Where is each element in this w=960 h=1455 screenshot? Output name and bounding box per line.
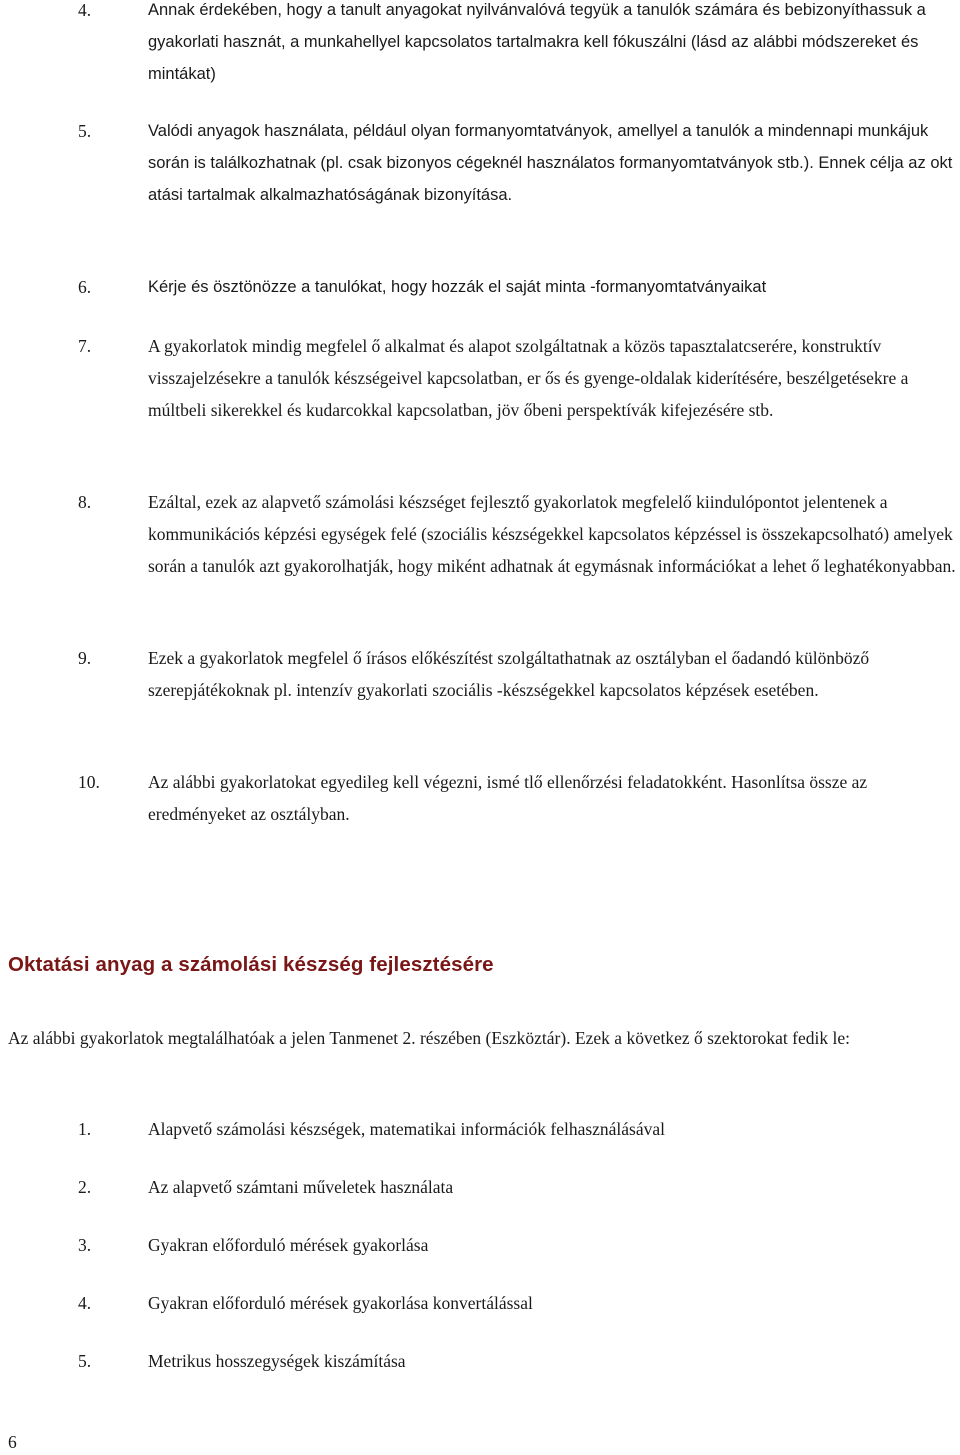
item-text: Az alábbi gyakorlatokat egyedileg kell végezni, ismé tlő ellenőrzési feladatokként. Hasonlítsa össze az eredményeket az osztályban. xyxy=(148,772,868,824)
item-text: Valódi anyagok használata, például olyan formanyomtatványok, amellyel a tanulók a mindennapi munkájuk során is találkozhatnak (pl. csak bizonyos cégeknél használatos formanyomtatványok stb.). Ennek célja az okt atási tartalmak alkalmazhatóságának bizonyítása. xyxy=(148,122,953,204)
item-text: Gyakran előforduló mérések gyakorlása konvertálással xyxy=(148,1293,533,1313)
item-number: 2. xyxy=(78,1177,92,1197)
item-number: 6. xyxy=(78,277,92,297)
item-number: 8. xyxy=(78,492,92,512)
item-number: 9. xyxy=(78,648,92,668)
item-text: Gyakran előforduló mérések gyakorlása xyxy=(148,1235,429,1255)
item-text: A gyakorlatok mindig megfelel ő alkalmat és alapot szolgáltatnak a közös tapasztalatcserére, konstruktív visszajelzésekre a tanulók készségeivel kapcsolatban, er ős és gyenge-oldalak kiderítésére, beszélgetésekre a múltbeli sikerekkel és kudarcokkal kapcsolatban, jöv őbeni perspektívák kifejezésére stb. xyxy=(148,336,909,420)
item-number: 1. xyxy=(78,1119,92,1139)
item-text: Annak érdekében, hogy a tanult anyagokat nyilvánvalóvá tegyük a tanulók számára és bebizonyíthassuk a gyakorlati hasznát, a munkahellyel kapcsolatos tartalmakra kell fókuszálni (lásd az alábbi módszereket és mintákat) xyxy=(148,1,926,83)
item-number: 5. xyxy=(78,1351,92,1371)
item-number: 4. xyxy=(78,0,92,20)
section-intro: Az alábbi gyakorlatok megtalálhatóak a jelen Tanmenet 2. részében (Eszköztár). Ezek a következ ő szektorokat fedik le: xyxy=(8,1028,850,1048)
item-text: Kérje és ösztönözze a tanulókat, hogy hozzák el saját minta -formanyomtatványaikat xyxy=(148,278,767,296)
item-number: 10. xyxy=(78,772,100,792)
page-number: 6 xyxy=(8,1432,17,1452)
item-text: Az alapvető számtani műveletek használata xyxy=(148,1177,454,1197)
item-text: Alapvető számolási készségek, matematikai információk felhasználásával xyxy=(148,1119,666,1139)
item-text: Ezek a gyakorlatok megfelel ő írásos előkészítést szolgáltathatnak az osztályban el őadandó különböző szerepjátékoknak pl. intenzív gyakorlati szociális -készségekkel kapcsolatos képzések esetében. xyxy=(148,648,870,700)
item-number: 7. xyxy=(78,336,92,356)
section-heading: Oktatási anyag a számolási készség fejlesztésére xyxy=(8,953,494,976)
item-text: Ezáltal, ezek az alapvető számolási készséget fejlesztő gyakorlatok megfelelő kiindulópontot jelentenek a kommunikációs képzési egységek felé (szociális készségekkel kapcsolatos képzéssel is összekapcsolható) amelyek során a tanulók azt gyakorolhatják, hogy miként adhatnak át egymásnak információkat a lehet ő leghatékonyabban. xyxy=(148,492,956,576)
item-number: 3. xyxy=(78,1235,92,1255)
item-number: 4. xyxy=(78,1293,92,1313)
item-text: Metrikus hosszegységek kiszámítása xyxy=(148,1351,406,1371)
item-number: 5. xyxy=(78,121,92,141)
